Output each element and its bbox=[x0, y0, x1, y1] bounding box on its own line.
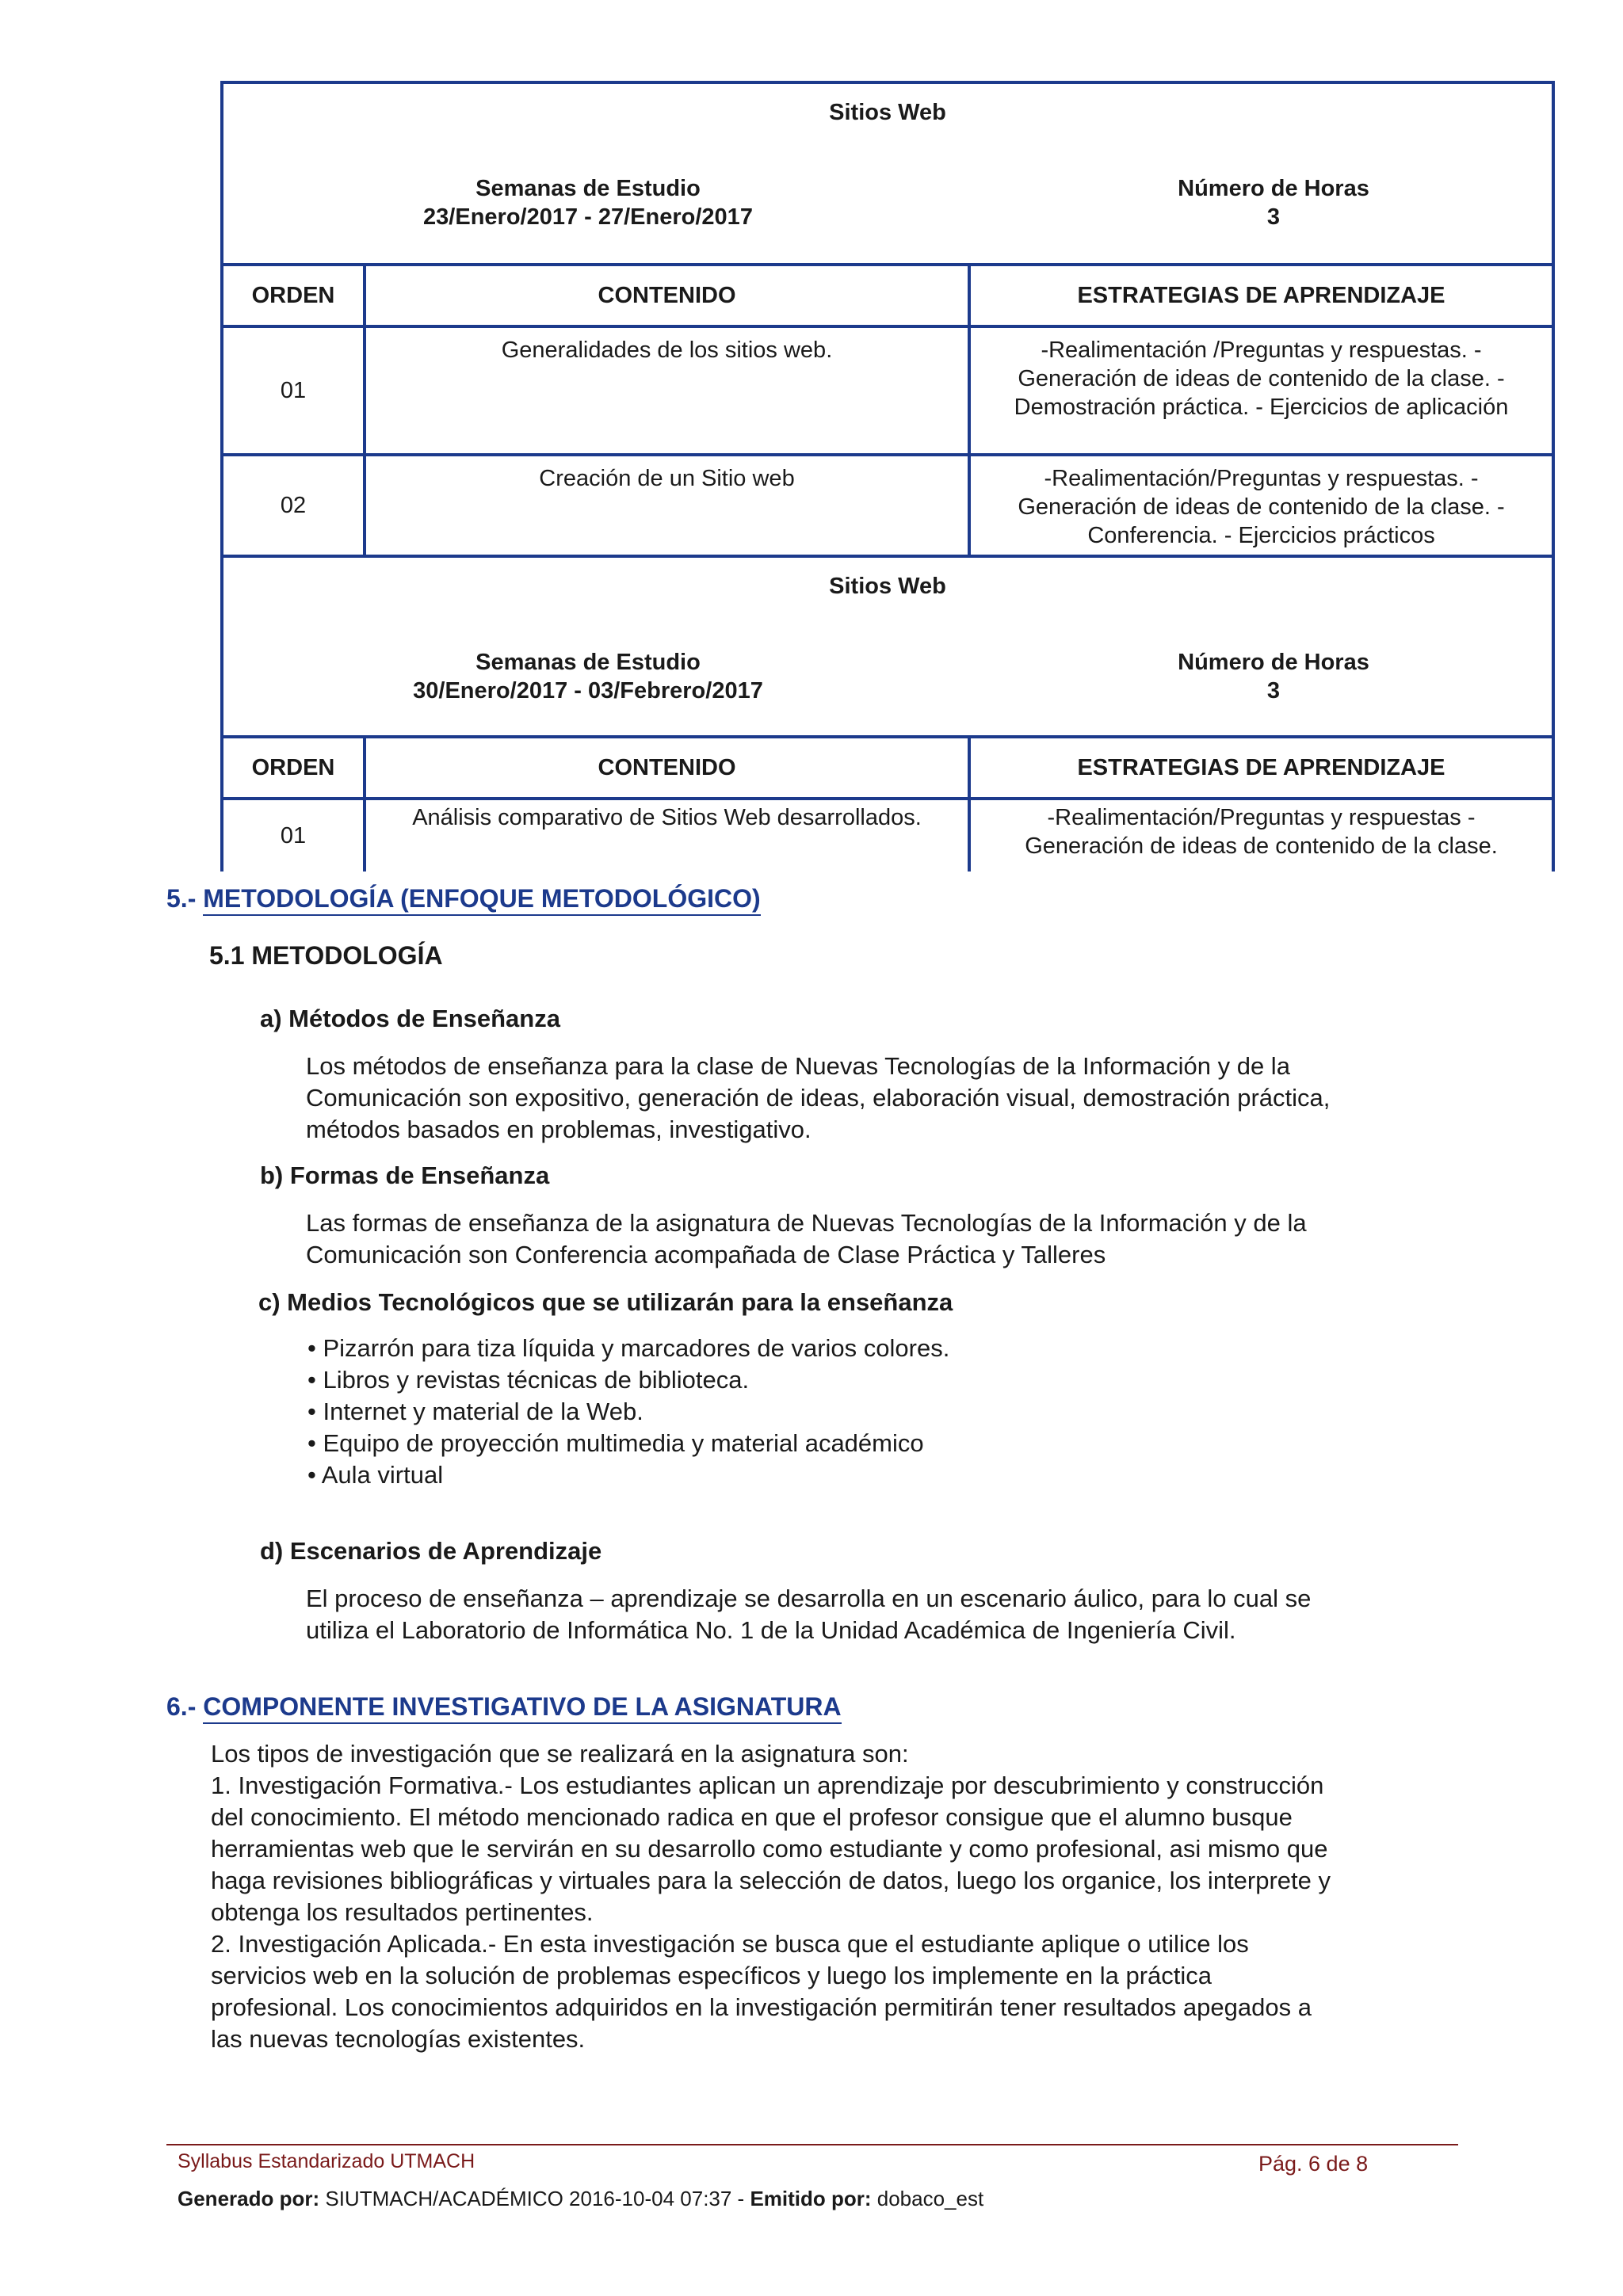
media-list bbox=[307, 1333, 949, 1491]
weeks-range: 30/Enero/2017 - 03/Febrero/2017 bbox=[413, 678, 763, 704]
text-line: Los métodos de enseñanza para la clase de Nuevas Tecnologías de la Información y de la bbox=[306, 1052, 1290, 1080]
hours-value: 3 bbox=[1266, 204, 1281, 230]
subsection-title: 5.1 METODOLOGÍA bbox=[209, 941, 443, 970]
section-5-number: 5.- bbox=[166, 884, 197, 913]
column-header-contenido: CONTENIDO bbox=[365, 265, 969, 326]
page-number: Pág. 6 de 8 bbox=[1258, 2152, 1369, 2176]
methods-heading: a) Métodos de Enseñanza bbox=[260, 1005, 560, 1032]
row-estrategias: -Realimentación/Preguntas y respuestas - Generación de ideas de contenido de la clase. bbox=[969, 799, 1553, 871]
table-section-header bbox=[222, 82, 1553, 265]
text-line: El proceso de enseñanza – aprendizaje se desarrolla en un escenario áulico, para lo cual se bbox=[306, 1585, 1312, 1612]
text-line: Los tipos de investigación que se realizará en la asignatura son: bbox=[211, 1740, 909, 1768]
weeks-label: Semanas de Estudio bbox=[475, 650, 701, 675]
column-header-estrategias: ESTRATEGIAS DE APRENDIZAJE bbox=[969, 265, 1553, 326]
text-line: 2. Investigación Aplicada.- En esta investigación se busca que el estudiante aplique o utilice los bbox=[211, 1930, 1249, 1958]
footer-generated-info bbox=[178, 2187, 983, 2211]
schedule-table-1 bbox=[220, 81, 1555, 871]
section-title: Sitios Web bbox=[829, 574, 946, 599]
research-paragraph bbox=[211, 1738, 1331, 2055]
methods-paragraph bbox=[306, 1051, 1330, 1146]
hours-label: Número de Horas bbox=[1178, 650, 1369, 675]
text-line: servicios web en la solución de problemas específicos y luego los implemente en la práctica bbox=[211, 1962, 1212, 1989]
text-line: herramientas web que le servirán en su desarrollo como estudiante y como profesional, asi mismo que bbox=[211, 1835, 1328, 1863]
hours-value: 3 bbox=[1266, 678, 1281, 704]
hours-label: Número de Horas bbox=[1178, 176, 1369, 201]
list-item: • Aula virtual bbox=[307, 1461, 444, 1489]
text-line: las nuevas tecnologías existentes. bbox=[211, 2025, 586, 2053]
row-contenido: Creación de un Sitio web bbox=[365, 455, 969, 556]
text-line: Comunicación son Conferencia acompañada de Clase Práctica y Talleres bbox=[306, 1241, 1106, 1268]
section-5-heading bbox=[166, 883, 761, 914]
section-6-heading bbox=[166, 1691, 842, 1722]
text-line: 1. Investigación Formativa.- Los estudiantes aplican un aprendizaje por descubrimiento y construcción bbox=[211, 1772, 1324, 1799]
section-6-number: 6.- bbox=[166, 1692, 197, 1721]
row-orden: 01 bbox=[222, 799, 365, 871]
row-orden: 02 bbox=[222, 455, 365, 556]
forms-heading: b) Formas de Enseñanza bbox=[260, 1161, 550, 1189]
generated-value: SIUTMACH/ACADÉMICO 2016-10-04 07:37 - bbox=[319, 2187, 750, 2210]
list-item: • Internet y material de la Web. bbox=[307, 1398, 643, 1425]
table-section-header bbox=[222, 556, 1553, 737]
weeks-range: 23/Enero/2017 - 27/Enero/2017 bbox=[423, 204, 753, 230]
generated-label: Generado por: bbox=[178, 2187, 320, 2210]
text-line: métodos basados en problemas, investigativo. bbox=[306, 1116, 812, 1143]
row-estrategias: -Realimentación /Preguntas y respuestas. - Generación de ideas de contenido de la clase. - Demostración práctica. - Ejercicios de aplicación bbox=[969, 326, 1553, 455]
row-contenido: Análisis comparativo de Sitios Web desarrollados. bbox=[365, 799, 969, 871]
column-header-orden: ORDEN bbox=[222, 737, 365, 799]
emitted-value: dobaco_est bbox=[871, 2187, 984, 2210]
scenarios-heading: d) Escenarios de Aprendizaje bbox=[260, 1537, 602, 1565]
table-row bbox=[222, 799, 1553, 871]
table-row bbox=[222, 455, 1553, 556]
forms-paragraph bbox=[306, 1207, 1307, 1271]
text-line: utiliza el Laboratorio de Informática No. 1 de la Unidad Académica de Ingeniería Civil. bbox=[306, 1616, 1236, 1644]
table-row bbox=[222, 326, 1553, 455]
text-line: Comunicación son expositivo, generación de ideas, elaboración visual, demostración práctica, bbox=[306, 1084, 1331, 1112]
text-line: Las formas de enseñanza de la asignatura de Nuevas Tecnologías de la Información y de la bbox=[306, 1209, 1307, 1237]
column-header-contenido: CONTENIDO bbox=[365, 737, 969, 799]
list-item: • Pizarrón para tiza líquida y marcadores de varios colores. bbox=[307, 1334, 950, 1362]
list-item: • Libros y revistas técnicas de biblioteca. bbox=[307, 1366, 750, 1394]
row-estrategias: -Realimentación/Preguntas y respuestas. - Generación de ideas de contenido de la clase. - Conferencia. - Ejercicios prácticos bbox=[969, 455, 1553, 556]
text-line: haga revisiones bibliográficas y virtuales para la selección de datos, luego los organice, los interprete y bbox=[211, 1867, 1331, 1894]
section-title: Sitios Web bbox=[829, 100, 946, 125]
list-item: • Equipo de proyección multimedia y material académico bbox=[307, 1429, 924, 1457]
row-contenido: Generalidades de los sitios web. bbox=[365, 326, 969, 455]
text-line: obtenga los resultados pertinentes. bbox=[211, 1898, 594, 1926]
weeks-label: Semanas de Estudio bbox=[475, 176, 701, 201]
scenarios-paragraph bbox=[306, 1583, 1311, 1646]
row-orden: 01 bbox=[222, 326, 365, 455]
media-heading: c) Medios Tecnológicos que se utilizarán para la enseñanza bbox=[258, 1288, 953, 1316]
column-header-estrategias: ESTRATEGIAS DE APRENDIZAJE bbox=[969, 737, 1553, 799]
section-6-title: COMPONENTE INVESTIGATIVO DE LA ASIGNATURA bbox=[203, 1692, 841, 1724]
text-line: del conocimiento. El método mencionado radica en que el profesor consigue que el alumno busque bbox=[211, 1803, 1293, 1831]
section-5-title: METODOLOGÍA (ENFOQUE METODOLÓGICO) bbox=[203, 884, 760, 916]
emitted-label: Emitido por: bbox=[750, 2187, 872, 2210]
footer-divider bbox=[166, 2144, 1458, 2145]
text-line: profesional. Los conocimientos adquiridos en la investigación permitirán tener resultados apegados a bbox=[211, 1993, 1312, 2021]
column-header-orden: ORDEN bbox=[222, 265, 365, 326]
footer-document-name: Syllabus Estandarizado UTMACH bbox=[178, 2150, 475, 2172]
